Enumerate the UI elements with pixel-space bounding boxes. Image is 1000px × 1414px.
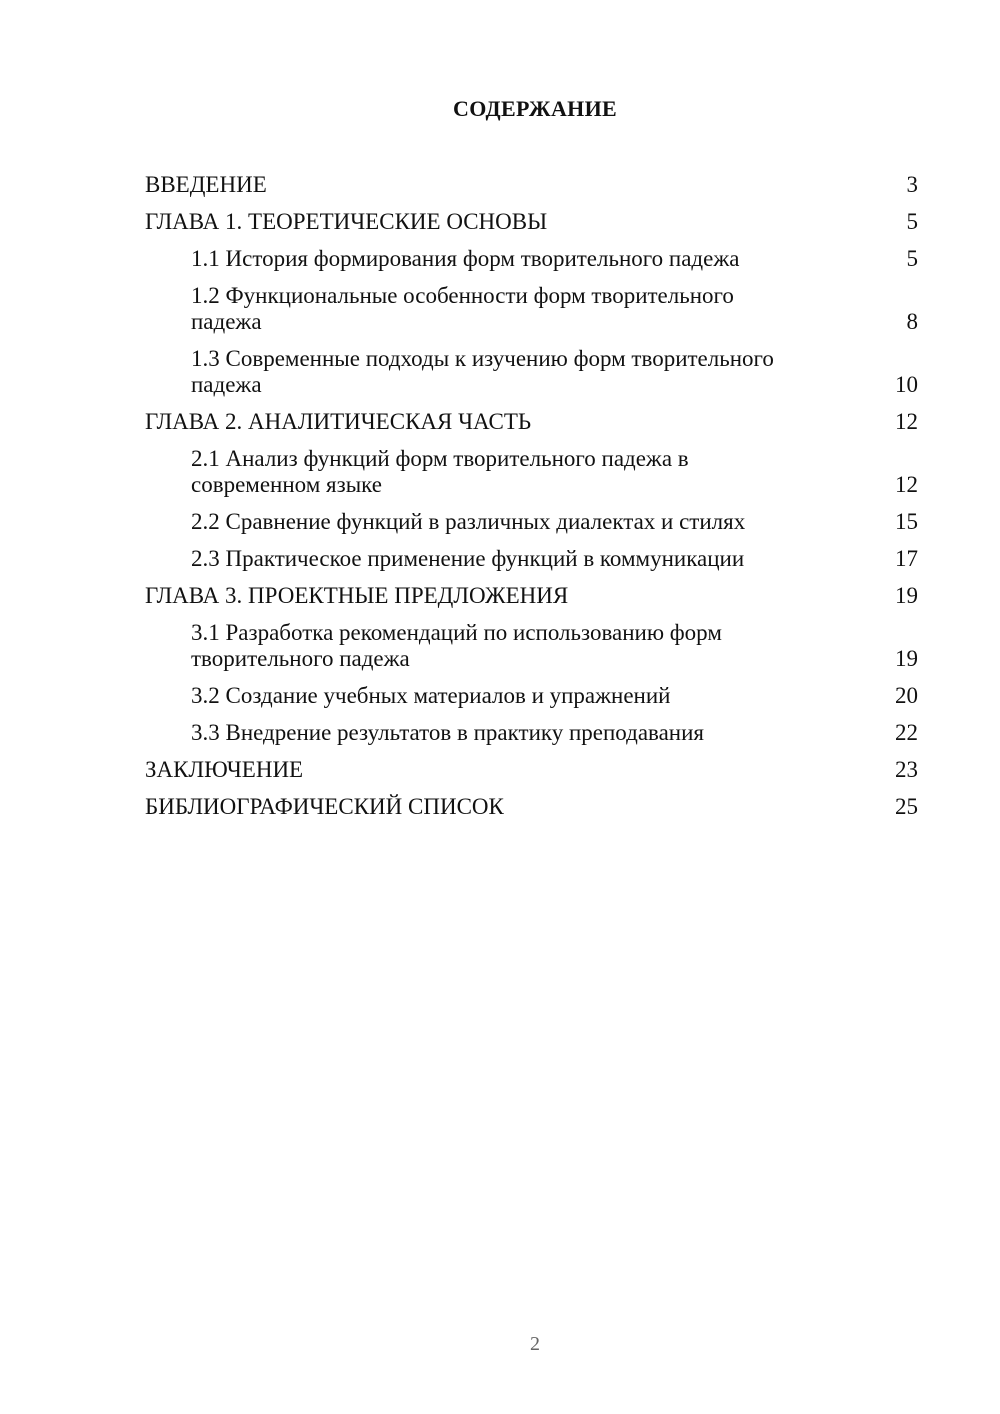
toc-entry-chapter-2[interactable] <box>145 404 918 441</box>
toc-entry-section-3-2[interactable] <box>145 678 918 715</box>
toc-entry-label: ЗАКЛЮЧЕНИЕ <box>145 757 304 782</box>
toc-entry-section-1-3[interactable] <box>145 341 918 404</box>
toc-entry-page: 5 <box>906 246 918 271</box>
toc-entry-section-1-2[interactable] <box>145 278 918 341</box>
toc-entry-page: 23 <box>895 757 918 782</box>
toc-entry-page: 12 <box>895 472 918 497</box>
toc-entry-label: БИБЛИОГРАФИЧЕСКИЙ СПИСОК <box>145 794 504 819</box>
toc-entry-page: 19 <box>895 583 918 608</box>
toc-entry-page: 3 <box>906 172 918 197</box>
table-of-contents <box>145 167 918 826</box>
page-title: СОДЕРЖАНИЕ <box>453 96 617 121</box>
toc-entry-section-3-3[interactable] <box>145 715 918 752</box>
toc-entry-section-2-3[interactable] <box>145 541 918 578</box>
toc-entry-page: 8 <box>906 309 918 334</box>
page-number: 2 <box>530 1333 540 1355</box>
toc-entry-bibliography[interactable] <box>145 789 918 826</box>
toc-entry-label: ГЛАВА 1. ТЕОРЕТИЧЕСКИЕ ОСНОВЫ <box>145 209 548 234</box>
toc-entry-page: 17 <box>895 546 918 571</box>
toc-entry-page: 12 <box>895 409 918 434</box>
toc-entry-chapter-3[interactable] <box>145 578 918 615</box>
toc-entry-label: ГЛАВА 2. АНАЛИТИЧЕСКАЯ ЧАСТЬ <box>145 409 532 434</box>
toc-entry-label: 2.2 Сравнение функций в различных диалектах и стилях <box>191 509 746 534</box>
toc-entry-page: 5 <box>906 209 918 234</box>
toc-entry-label: 3.2 Создание учебных материалов и упражнений <box>191 683 671 708</box>
toc-entry-label: 2.1 Анализ функций форм творительного падежа в современном языке <box>191 446 689 497</box>
toc-entry-label: 1.2 Функциональные особенности форм творительного падежа <box>191 283 734 334</box>
toc-entry-chapter-1[interactable] <box>145 204 918 241</box>
toc-entry-page: 19 <box>895 646 918 671</box>
toc-entry-label: 1.3 Современные подходы к изучению форм творительного падежа <box>191 346 774 397</box>
toc-entry-label: 2.3 Практическое применение функций в коммуникации <box>191 546 745 571</box>
toc-entry-section-2-2[interactable] <box>145 504 918 541</box>
toc-entry-section-3-1[interactable] <box>145 615 918 678</box>
toc-entry-page: 10 <box>895 372 918 397</box>
toc-entry-section-1-1[interactable] <box>145 241 918 278</box>
toc-entry-label: 3.3 Внедрение результатов в практику преподавания <box>191 720 705 745</box>
toc-entry-page: 25 <box>895 794 918 819</box>
toc-entry-conclusion[interactable] <box>145 752 918 789</box>
toc-entry-label: ВВЕДЕНИЕ <box>145 172 267 197</box>
toc-entry-label: 1.1 История формирования форм творительного падежа <box>191 246 740 271</box>
toc-entry-introduction[interactable] <box>145 167 918 204</box>
toc-entry-label: ГЛАВА 3. ПРОЕКТНЫЕ ПРЕДЛОЖЕНИЯ <box>145 583 569 608</box>
toc-entry-label: 3.1 Разработка рекомендаций по использованию форм творительного падежа <box>191 620 722 671</box>
toc-entry-page: 22 <box>895 720 918 745</box>
toc-entry-section-2-1[interactable] <box>145 441 918 504</box>
toc-entry-page: 20 <box>895 683 918 708</box>
toc-entry-page: 15 <box>895 509 918 534</box>
